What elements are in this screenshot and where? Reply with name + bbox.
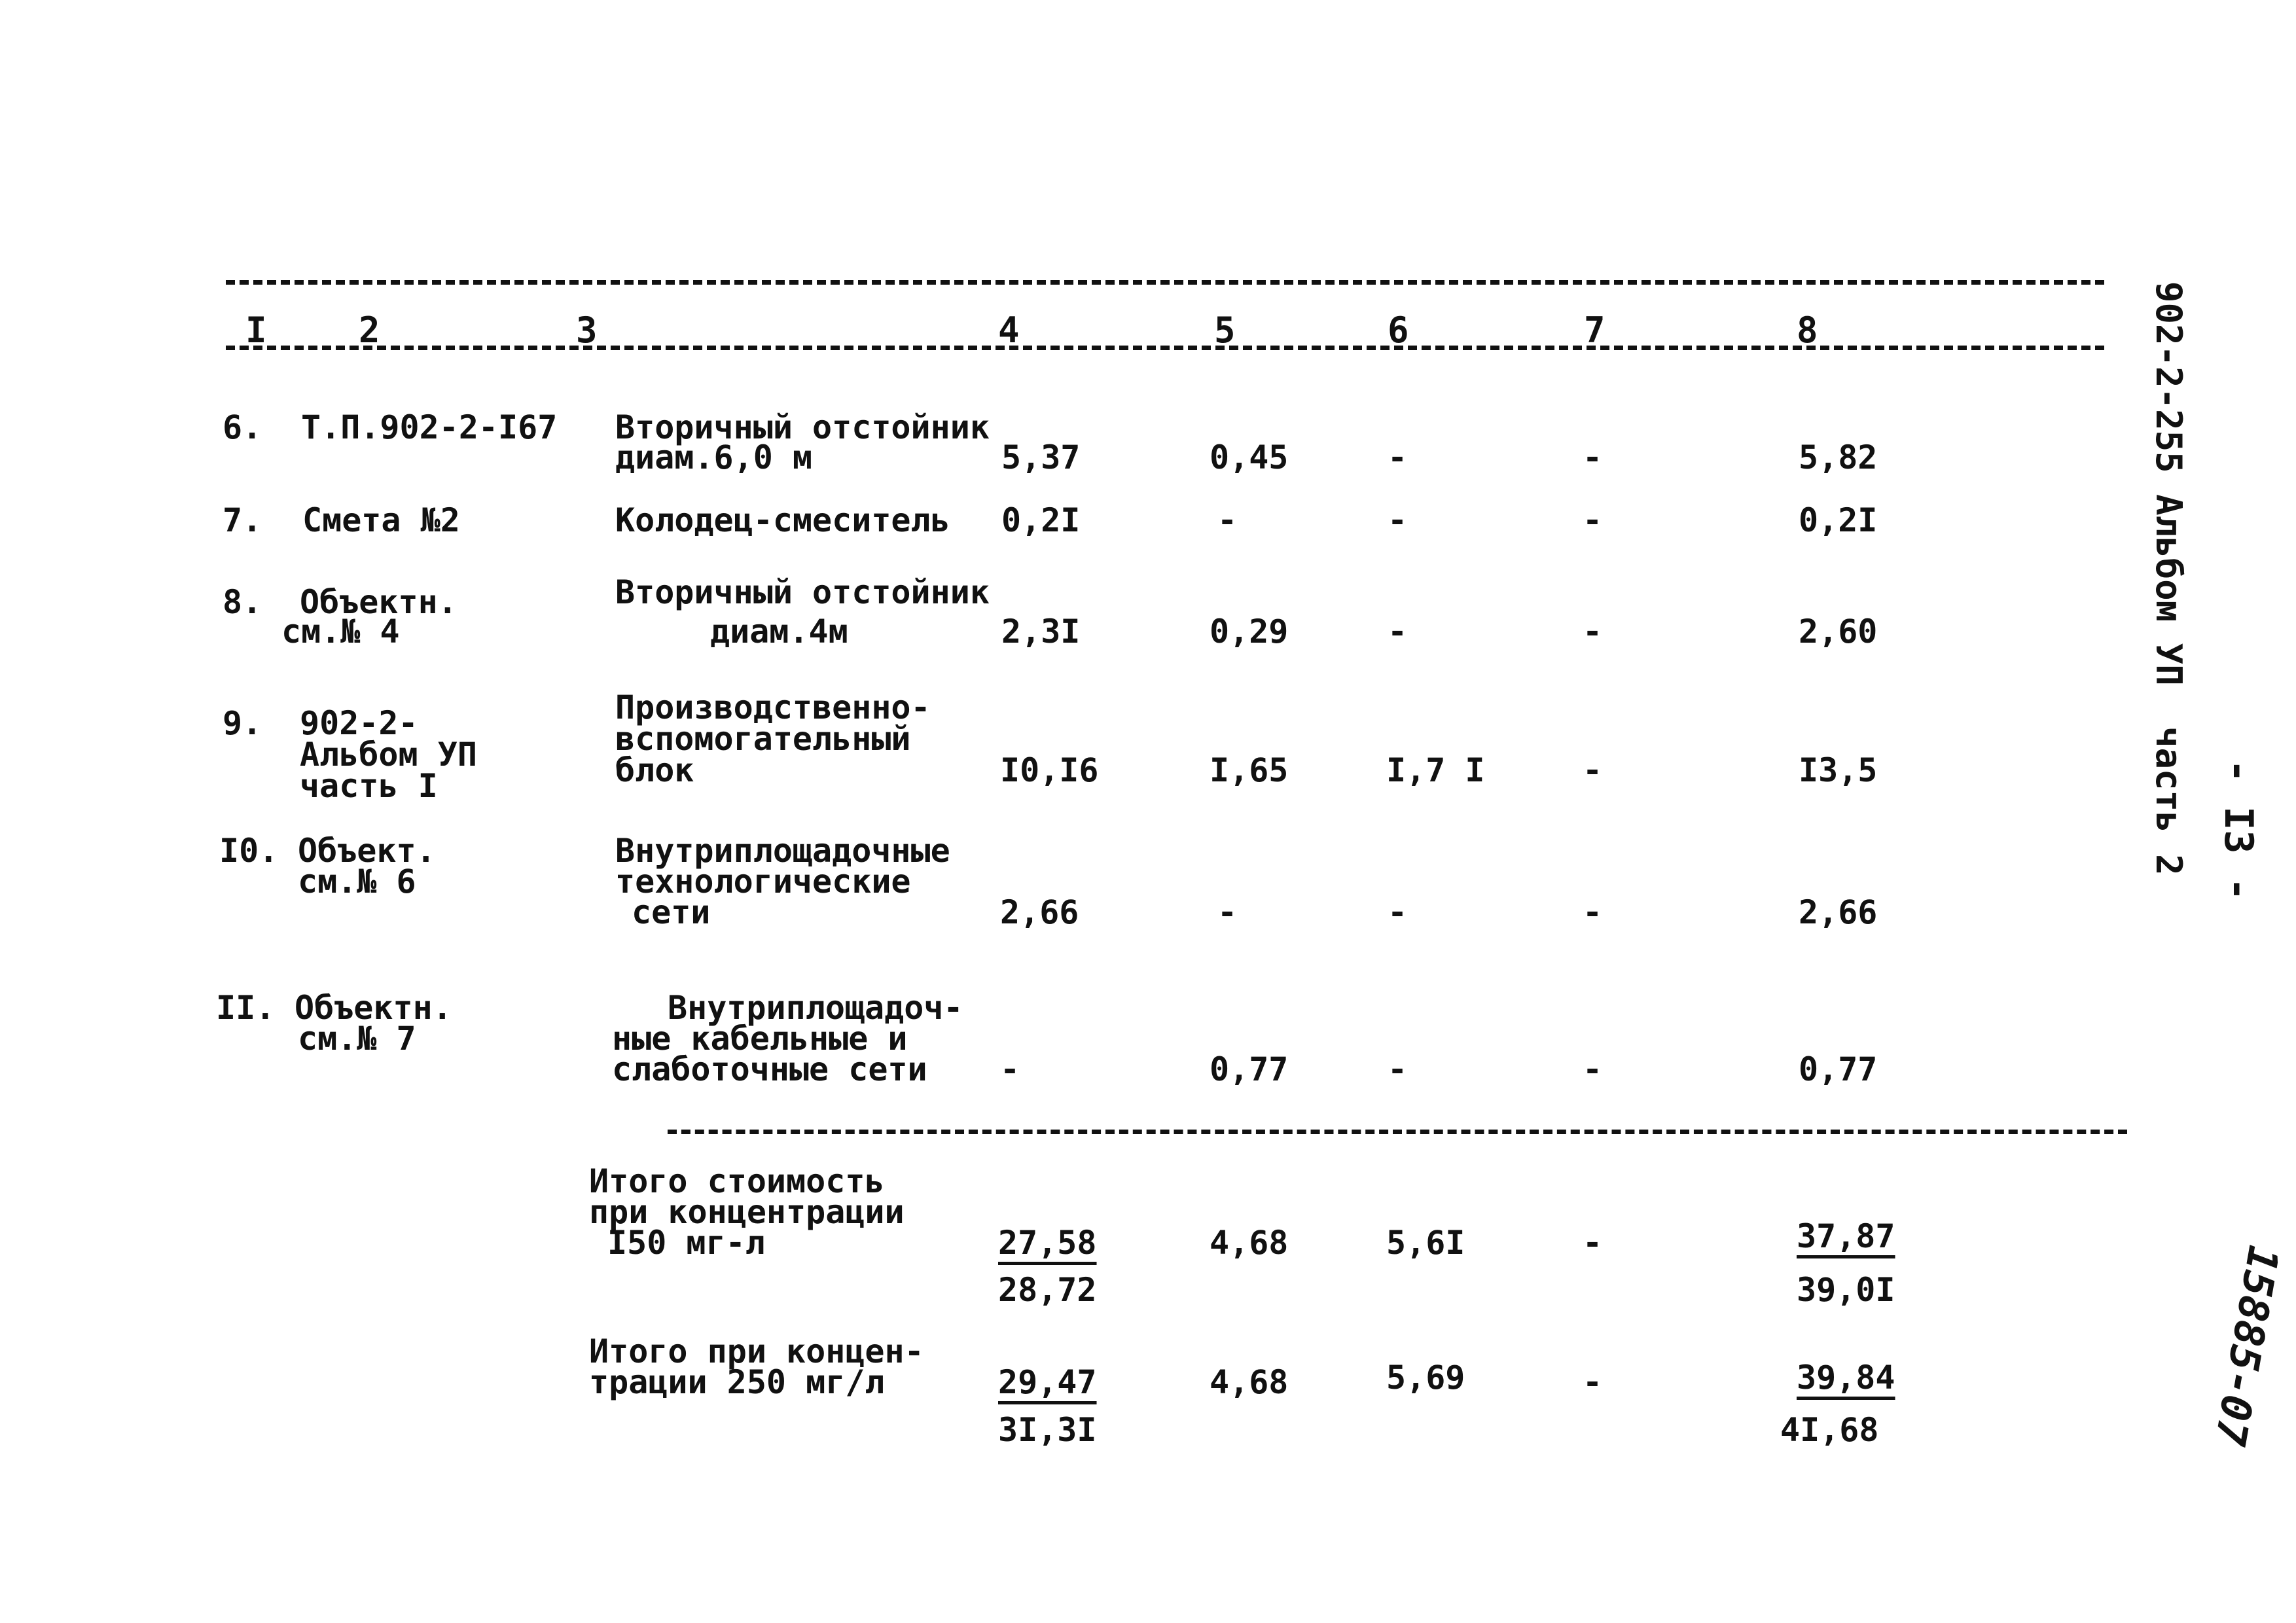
cell-col7: - [1583,751,1603,789]
top-rule [226,280,2104,285]
total-col4-denominator: 3I,3I [998,1411,1097,1449]
row-name: вспомогательный [615,720,911,758]
row-number: I0. [219,832,279,870]
row-reference: 902-2- [300,704,418,742]
total-col4-numerator: 29,47 [998,1363,1097,1401]
row-reference: Объект. [298,832,436,870]
total-col8-numerator: 39,84 [1797,1359,1895,1397]
total-label: Итого при концен- [589,1332,924,1370]
total-label: при концентрации [589,1193,905,1231]
total-col6: 5,69 [1386,1359,1465,1397]
column-header-4: 4 [998,310,1020,351]
row-name: ные кабельные и [612,1020,908,1058]
cell-col5: I,65 [1210,751,1289,789]
row-name: Внутриплощадочные [615,832,950,870]
row-number: 9. [223,704,262,742]
row-name: Производственно- [615,688,931,726]
cell-col7: - [1583,438,1603,476]
cell-col6: - [1388,613,1408,651]
total-col8-denominator: 4I,68 [1780,1411,1879,1449]
page-number: - I3 - [2215,759,2261,901]
cell-col8: 0,2I [1799,501,1878,539]
cell-col6: - [1388,501,1408,539]
total-col6: 5,6I [1386,1224,1465,1262]
row-name: диам.6,0 м [615,438,813,476]
cell-col7: - [1583,893,1603,931]
column-header-8: 8 [1797,310,1818,351]
cell-col4: 2,66 [1000,893,1079,931]
total-col4-denominator: 28,72 [998,1271,1097,1309]
part-label: часть 2 [2148,726,2189,876]
row-number: 8. [223,583,262,621]
column-header-3: 3 [576,310,598,351]
cell-col8: 5,82 [1799,438,1878,476]
total-label: трации 250 мг/л [589,1363,885,1401]
total-col8-numerator: 37,87 [1797,1217,1895,1255]
cell-col5: - [1217,893,1238,931]
total-col7: - [1583,1363,1603,1401]
cell-col8: 2,60 [1799,613,1878,651]
cell-col5: 0,45 [1210,438,1289,476]
total-label: I50 мг-л [607,1224,765,1262]
column-header-2: 2 [359,310,380,351]
total-col7: - [1583,1224,1603,1262]
cell-col8: I3,5 [1799,751,1878,789]
row-name: Вторичный отстойник [615,408,990,446]
row-reference: Т.П.902-2-I67 [301,408,558,446]
cell-col4: - [1000,1050,1020,1088]
row-name: Внутриплощадоч- [668,989,963,1027]
total-col4-numerator: 27,58 [998,1224,1097,1262]
handwritten-number: 15885-07 [2204,1242,2287,1450]
cell-col4: 5,37 [1001,438,1081,476]
cell-col5: 0,29 [1210,613,1289,651]
cell-col7: - [1583,501,1603,539]
row-name: слаботочные сети [612,1050,927,1088]
row-reference: см.№ 4 [281,613,400,651]
row-number: II. [216,989,276,1027]
row-number: 7. [223,501,262,539]
row-name: диам.4м [710,613,848,651]
total-label: Итого стоимость [589,1162,885,1200]
cell-col8: 0,77 [1799,1050,1878,1088]
cell-col4: I0,I6 [1000,751,1099,789]
row-reference: см.№ 6 [298,863,416,901]
column-header-1: I [245,310,267,351]
totals-rule [668,1130,2127,1134]
row-name: Колодец-смеситель [615,501,950,539]
row-reference: Объектн. [295,989,452,1027]
row-name: блок [615,751,694,789]
column-header-5: 5 [1214,310,1236,351]
row-name: технологические [615,863,911,901]
document-code: 902-2-255 Альбом УП [2148,281,2189,686]
cell-col6: - [1388,438,1408,476]
cell-col5: - [1217,501,1238,539]
cell-col7: - [1583,1050,1603,1088]
row-reference: см.№ 7 [298,1020,416,1058]
row-name: Вторичный отстойник [615,573,990,611]
row-reference: часть I [300,767,438,805]
cell-col4: 0,2I [1001,501,1081,539]
cell-col8: 2,66 [1799,893,1878,931]
total-col8-denominator: 39,0I [1797,1271,1895,1309]
header-rule [226,346,2104,350]
total-col5: 4,68 [1210,1363,1289,1401]
row-reference: Объектн. [300,583,457,621]
cell-col7: - [1583,613,1603,651]
row-reference: Смета №2 [302,501,460,539]
total-col5: 4,68 [1210,1224,1289,1262]
column-header-7: 7 [1584,310,1605,351]
row-number: 6. [223,408,262,446]
row-reference: Альбом УП [300,736,477,774]
cell-col4: 2,3I [1001,613,1081,651]
cell-col6: I,7 I [1386,751,1485,789]
cell-col5: 0,77 [1210,1050,1289,1088]
cell-col6: - [1388,893,1408,931]
cell-col6: - [1388,1050,1408,1088]
column-header-6: 6 [1388,310,1409,351]
row-name: сети [632,893,711,931]
